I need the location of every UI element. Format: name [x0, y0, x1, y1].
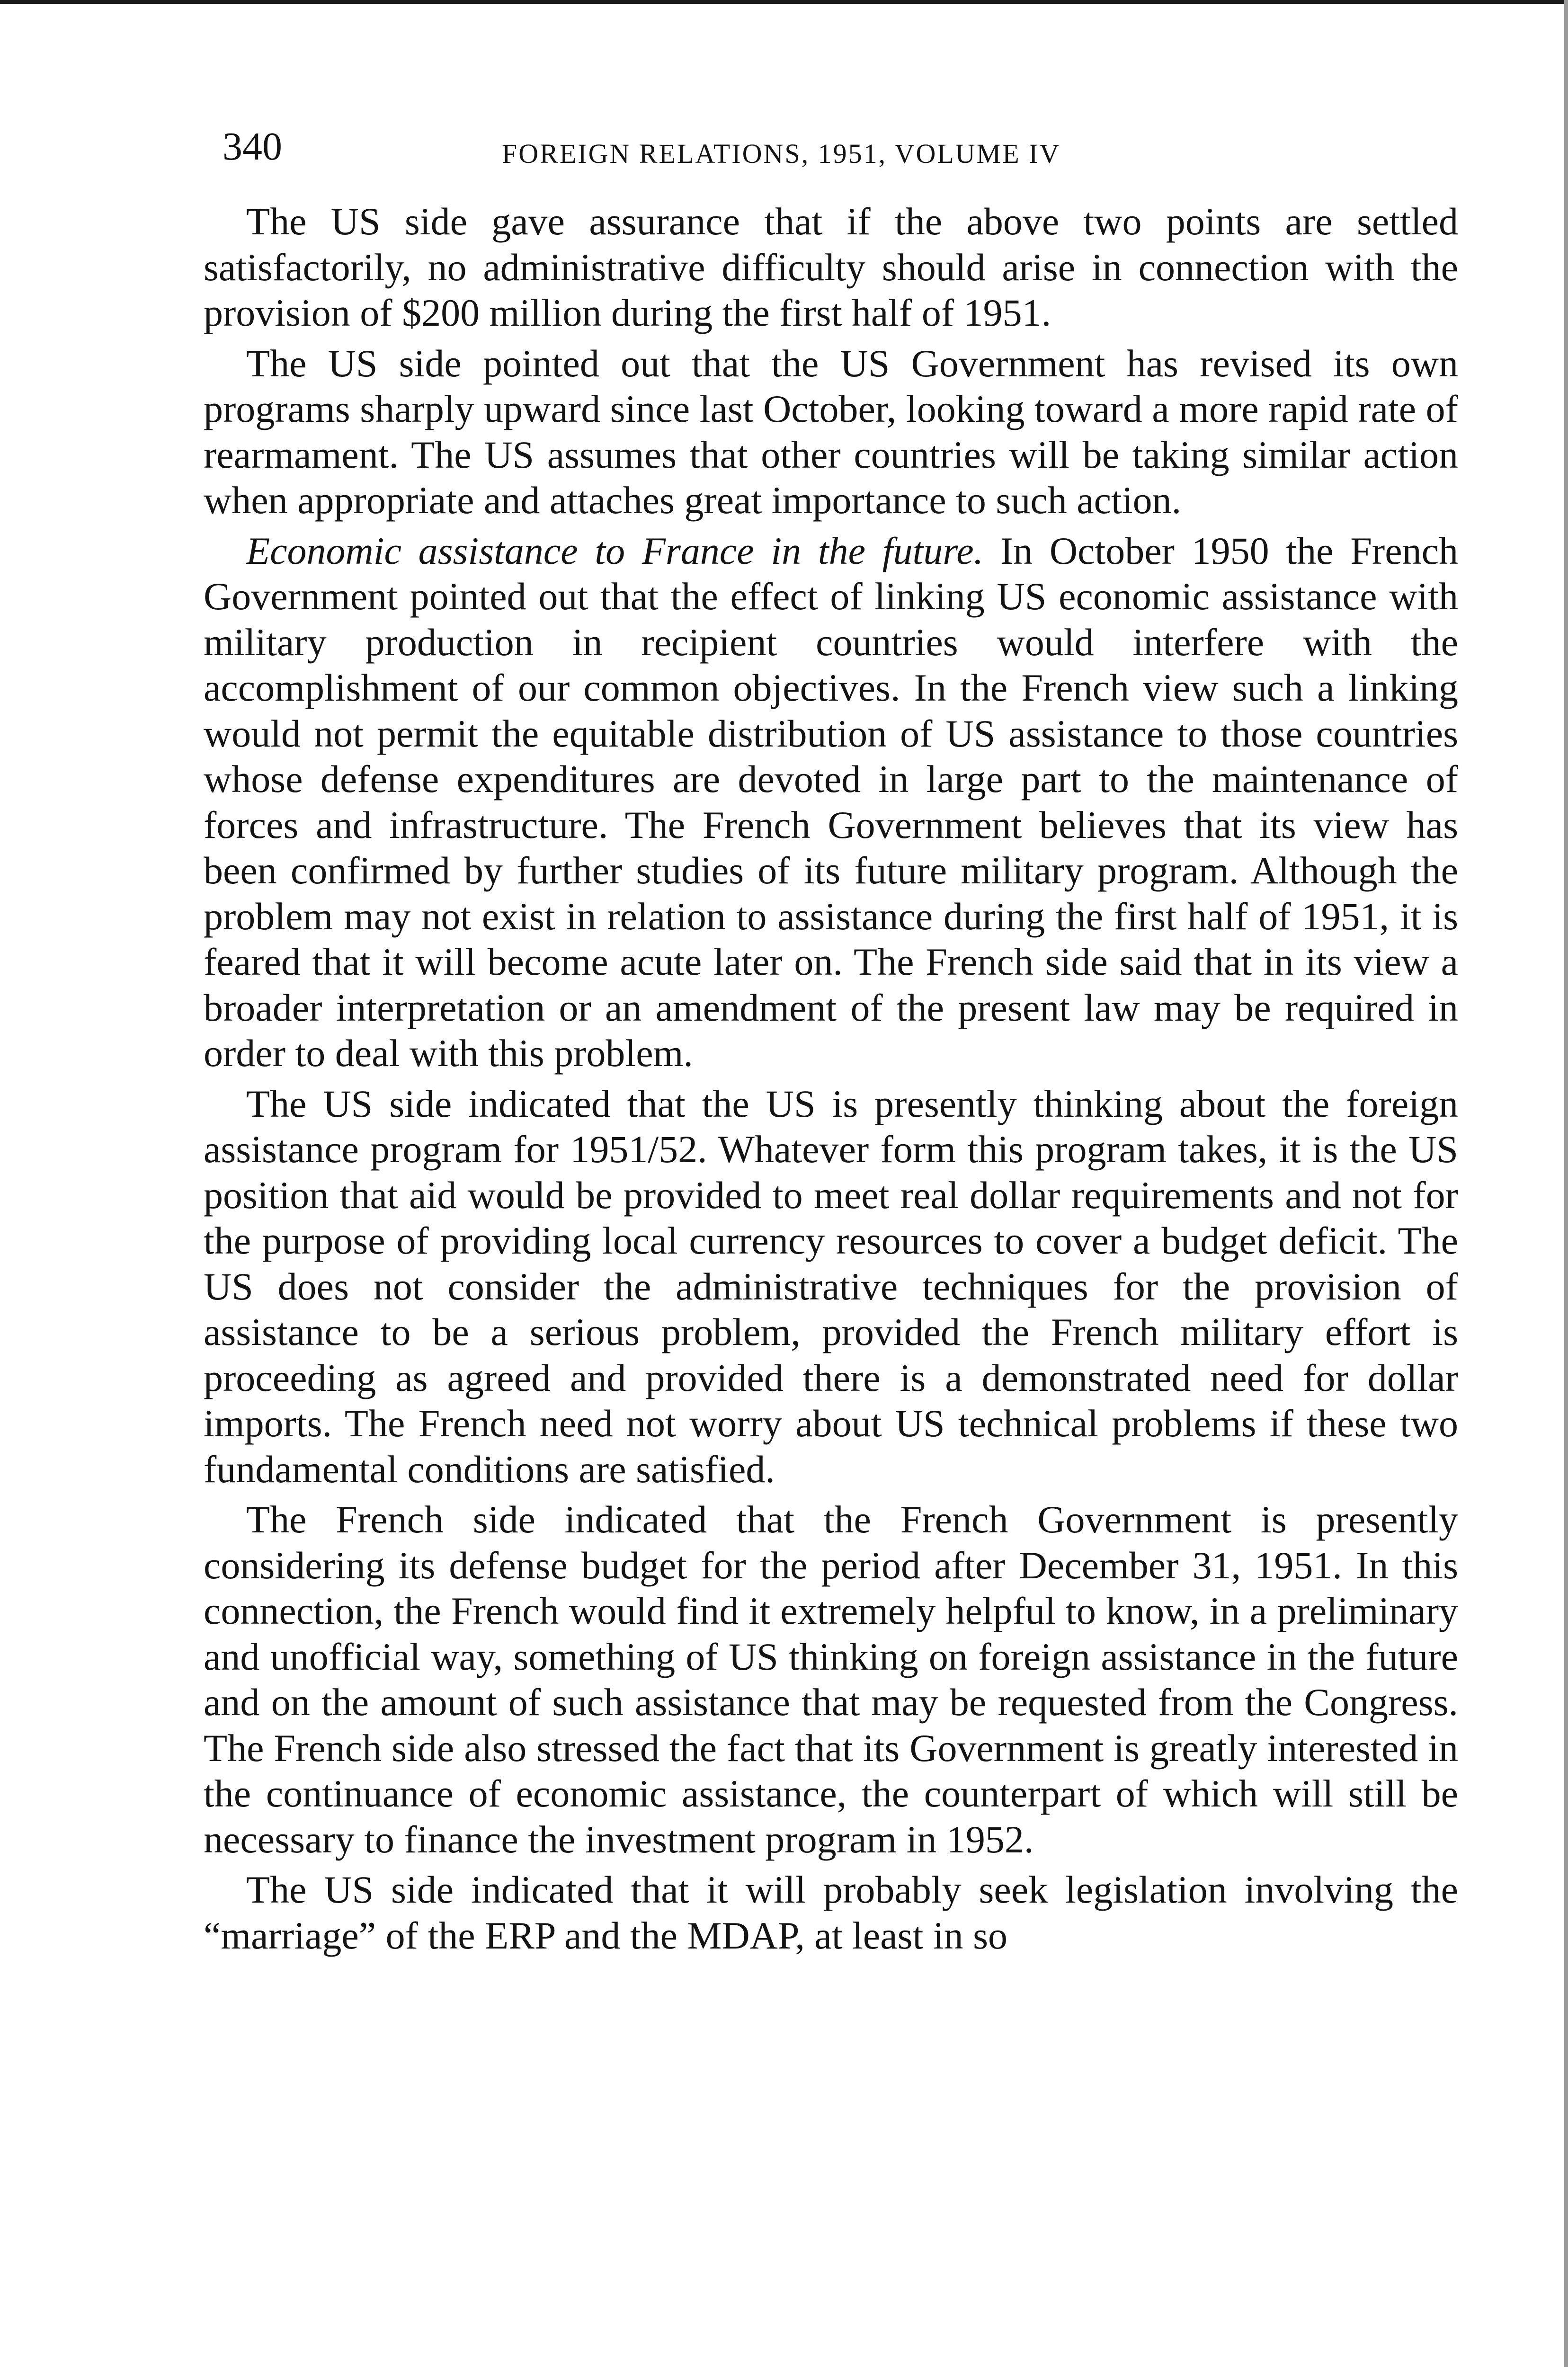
paragraph: The US side indicated that it will probably seek legislation involving the “marriage” of the ERP and the MDAP, at least in so [204, 1868, 1458, 1957]
right-edge-shadow [1564, 0, 1568, 2367]
top-edge-rule [0, 0, 1568, 4]
paragraph: The US side indicated that the US is presently thinking about the foreign assistance program for 1951/52. Whatever form this program takes, it is the US position that aid would be provided to meet real dollar requirements and not for the purpose of providing local currency resources to cover a budget deficit. The US does not consider the administrative techniques for the provision of assistance to be a serious problem, provided the French military effort is proceeding as agreed and provided there is a demonstrated need for dollar imports. The French need not worry about US technical problems if these two fundamental conditions are satisfied. [204, 1082, 1458, 1491]
running-head: FOREIGN RELATIONS, 1951, VOLUME IV [502, 138, 1061, 169]
paragraph: The US side pointed out that the US Government has revised its own programs sharply upward since last October, looking toward a more rapid rate of rearmament. The US assumes that other countries will be taking similar action when appropriate and attaches great importance to such action. [204, 341, 1458, 522]
page-number: 340 [223, 125, 282, 169]
section-lead: Economic assistance to France in the future. [246, 529, 984, 572]
paragraph: The French side indicated that the French Government is presently considering its defense budget for the period after December 31, 1951. In this connection, the French would find it extremely helpful to know, in a preliminary and unofficial way, something of US thinking on foreign assistance in the future and on the amount of such assistance that may be requested from the Congress. The French side also stressed the fact that its Government is greatly interested in the continuance of economic assistance, the counterpart of which will still be necessary to finance the investment program in 1952. [204, 1498, 1458, 1861]
page-body [204, 199, 1458, 1961]
page-header [223, 121, 1453, 182]
paragraph: Economic assistance to France in the future. In October 1950 the French Government pointed out that the effect of linking US economic assistance with military production in recipient countries would interfere with the accomplishment of our common objectives. In the French view such a linking would not permit the equitable distribution of US assistance to those countries whose defense expenditures are devoted in large part to the maintenance of forces and infrastructure. The French Government believes that its view has been confirmed by further studies of its future military program. Although the problem may not exist in relation to assistance during the first half of 1951, it is feared that it will become acute later on. The French side said that in its view a broader interpretation or an amendment of the present law may be required in order to deal with this problem. [204, 529, 1458, 1075]
paragraph: The US side gave assurance that if the above two points are settled satisfactorily, no administrative difficulty should arise in connection with the provision of $200 million during the first half of 1951. [204, 200, 1458, 334]
